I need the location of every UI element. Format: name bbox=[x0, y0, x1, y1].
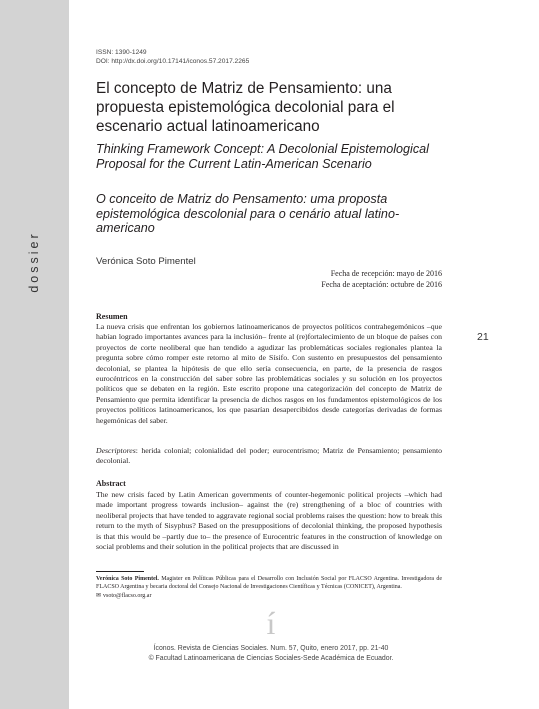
received-date: Fecha de recepción: mayo de 2016 bbox=[330, 269, 442, 278]
section-label-text: dossier bbox=[27, 231, 41, 293]
author-footnote bbox=[96, 575, 442, 600]
doi-link[interactable]: DOI: http://dx.doi.org/10.17141/iconos.57.2017.2265 bbox=[96, 58, 250, 65]
resumen-heading: Resumen bbox=[96, 312, 128, 321]
abstract-heading: Abstract bbox=[96, 479, 126, 488]
title-spanish: El concepto de Matriz de Pensamiento: una propuesta epistemológica decolonial para el escenario actual latinoamericano bbox=[96, 80, 395, 135]
page-number: 21 bbox=[477, 331, 489, 343]
journal-logo-icon: í bbox=[266, 605, 276, 641]
title-english: Thinking Framework Concept: A Decolonial Epistemological Proposal for the Current Latin-American Scenario bbox=[96, 142, 429, 171]
footer-citation: Íconos. Revista de Ciencias Sociales. Num. 57, Quito, enero 2017, pp. 21-40 bbox=[153, 645, 389, 652]
publication-dates bbox=[321, 269, 442, 291]
resumen-text: La nueva crisis que enfrentan los gobiernos latinoamericanos de proyectos políticos contrahegemónicos –que habían logrado importantes avances para la inclusión– frente al (re)fortalecimiento de un bloque de países con proyectos de corte neoliberal que han tendido a agudizar las problemáticas sociales regionales plantea la pregunta sobre cómo romper este retorno al mito de Sísifo. Con sustento en presupuestos del pensamiento decolonial, se plantea la hipótesis de que ello sería consecuencia, en parte, de la presencia de rasgos eurocéntricos en la construcción del saber sobre las problemáticas sociales y su solución en los proyectos políticos que se debaten en la región. Este escrito propone una categorización del concepto de Matriz de Pensamiento que permita identificar la presencia de dichos rasgos en los fundamentos epistemológicos de los proyectos políticos latinoamericanos, los que pasarían desapercibidos desde categorías derivadas de formas hegemónicas del saber. bbox=[96, 322, 442, 425]
section-label bbox=[12, 231, 56, 293]
title-portuguese: O conceito de Matriz do Pensamento: uma proposta epistemológica descolonial para o cenário atual latino-americano bbox=[96, 192, 400, 236]
email-icon: ✉ bbox=[96, 592, 102, 599]
descriptores-text: : herida colonial; colonialidad del poder; eurocentrismo; Matriz de Pensamiento; pensamiento decolonial. bbox=[96, 446, 442, 466]
journal-footer bbox=[96, 644, 446, 663]
footnote-text: Magister en Políticas Públicas para el Desarrollo con Inclusión Social por FLACSO Argentina. Investigadora de FLACSO Argentina y becaria doctoral del Consejo Nacional de Investigaciones Científicas y Técnicas (CONICET), Argentina. bbox=[96, 576, 442, 591]
footer-copyright: © Facultad Latinoamericana de Ciencias Sociales-Sede Académica de Ecuador. bbox=[148, 654, 394, 662]
article-meta bbox=[96, 48, 249, 66]
abstract-text: The new crisis faced by Latin American governments of counter-hegemonic political projects –which had made important progress towards inclusion– against the (re) strengthening of a bloc of countries with neoliberal projects that have tended to aggravate regional social problems raises the question: how to break this return to the myth of Sisyphus? Based on the presuppositions of decolonial thinking, the proposed hypothesis is that this would be –partly due to– the presence of Eurocentric features in the construction of knowledge on social problems and their solution in the political projects that are discussed in bbox=[96, 490, 442, 552]
footnote-divider bbox=[96, 571, 144, 572]
author-name: Verónica Soto Pimentel bbox=[96, 256, 196, 267]
descriptores-label: Descriptores bbox=[96, 446, 136, 455]
sidebar bbox=[0, 0, 69, 709]
footnote-author: Verónica Soto Pimentel. bbox=[96, 576, 159, 582]
accepted-date: Fecha de aceptación: octubre de 2016 bbox=[321, 279, 442, 289]
descriptores bbox=[96, 446, 442, 467]
issn: ISSN: 1390-1249 bbox=[96, 49, 147, 56]
author-email[interactable]: vsoto@flacso.org.ar bbox=[103, 592, 152, 599]
